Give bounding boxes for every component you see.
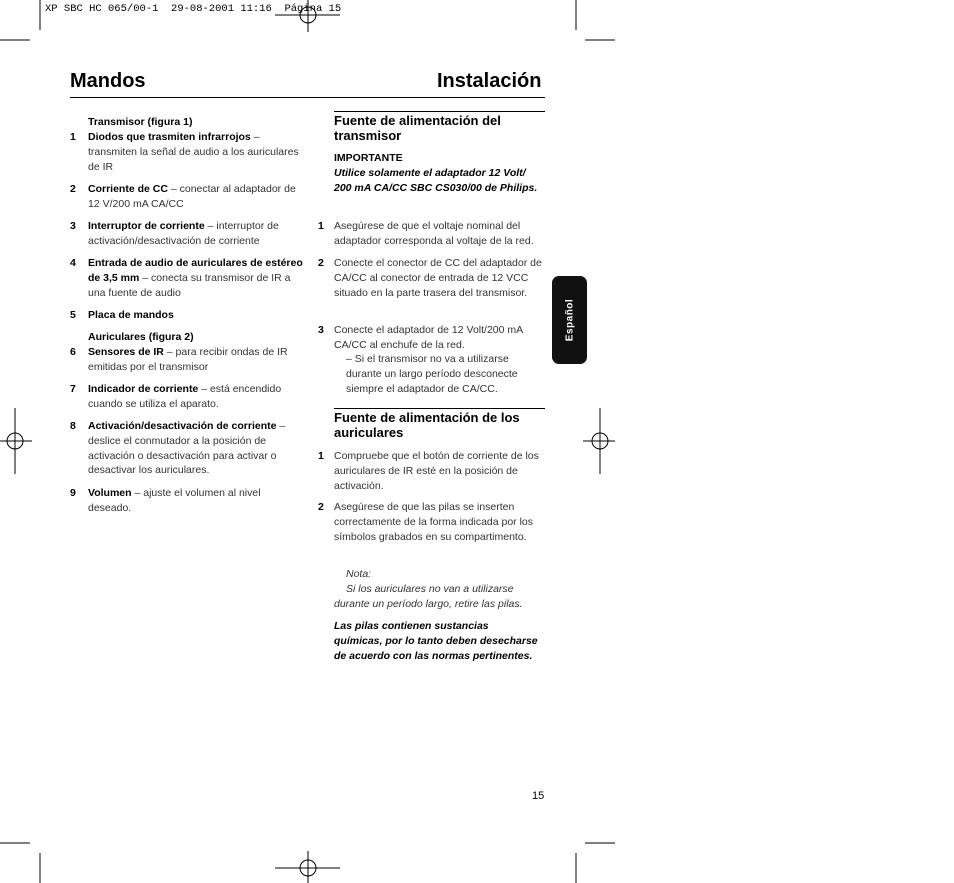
list-item [88, 345, 306, 375]
section-heading: Auriculares (figura 2) [88, 331, 194, 343]
heading-transmitter-power: Fuente de alimentación del transmisor [334, 113, 501, 143]
item-description: Asegúrese de que las pilas se inserten correctamente de la forma indicada por los símbolos grabados en su compartimento. [334, 501, 534, 543]
item-term: Diodos que trasmiten infrarrojos [88, 131, 251, 143]
list-item [88, 256, 306, 300]
item-description: – interruptor de activación/desactivación de corriente [88, 220, 279, 247]
list-item [88, 382, 306, 412]
item-term: Volumen [88, 487, 132, 499]
item-description: Compruebe que el botón de corriente de los auriculares de IR esté en la posición de activación. [334, 450, 539, 492]
item-term: Indicador de corriente [88, 383, 199, 395]
title-mandos: Mandos [70, 70, 146, 92]
item-number: 2 [70, 183, 76, 195]
list-item [88, 308, 306, 323]
item-number: 3 [318, 324, 324, 336]
item-number: 1 [70, 131, 76, 143]
item-number: 5 [70, 309, 76, 321]
registration-mark-icon [0, 408, 32, 474]
section-heading: Transmisor (figura 1) [88, 116, 193, 128]
item-description: Asegúrese de que el voltaje nominal del adaptador corresponda al voltaje de la red. [334, 220, 534, 247]
note-text: Si los auriculares no van a utilizarse durante un período largo, retire las pilas. [334, 583, 523, 610]
item-description: – para recibir ondas de IR emitidas por el transmisor [88, 346, 288, 373]
page-number: 15 [532, 790, 545, 802]
registration-mark-icon [275, 851, 340, 883]
item-number: 3 [70, 220, 76, 232]
item-term: Entrada de audio de auriculares de estéreo de 3,5 mm [88, 257, 303, 284]
item-term: Placa de mandos [88, 309, 174, 321]
title-instalacion: Instalación [437, 70, 542, 92]
item-description: – conecta su transmisor de IR a una fuente de audio [88, 271, 291, 299]
item-description: – está encendido cuando se utiliza el aparato. [88, 383, 282, 410]
list-item [334, 449, 546, 493]
item-description: – conectar al adaptador de 12 V/200 mA CA/CC [88, 183, 296, 210]
list-item [88, 486, 306, 516]
heading-headphone-power: Fuente de alimentación de los auriculares [334, 410, 520, 440]
battery-warning: Las pilas contienen sustancias químicas, por lo tanto deben desecharse de acuerdo con las normas pertinentes. [334, 620, 538, 662]
item-term: Sensores de IR [88, 346, 164, 358]
item-description: – deslice el conmutador a la posición de activación o desactivación para activar o desactivar los auriculares. [88, 420, 286, 477]
important-label: IMPORTANTE [334, 152, 403, 164]
note-label: Nota: [346, 568, 372, 580]
item-number: 8 [70, 420, 76, 432]
item-number: 6 [70, 346, 76, 358]
language-tab: Español [552, 276, 587, 364]
item-description: Conecte el adaptador de 12 Volt/200 mA CA/CC al enchufe de la red. [334, 324, 523, 351]
item-term: Interruptor de corriente [88, 220, 205, 232]
item-number: 2 [318, 257, 324, 269]
list-item [88, 182, 306, 212]
list-item [88, 219, 306, 249]
list-item [88, 419, 306, 478]
list-item [88, 130, 306, 174]
print-header: XP SBC HC 065/00-1 29-08-2001 11:16 Página 15 [45, 3, 342, 15]
item-description: – transmiten la señal de audio a los auriculares de IR [88, 131, 299, 173]
list-item [334, 219, 546, 249]
section-rule [334, 408, 545, 409]
list-item [334, 500, 546, 544]
item-number: 9 [70, 487, 76, 499]
item-number: 4 [70, 257, 76, 269]
item-description: – ajuste el volumen al nivel deseado. [88, 487, 261, 514]
title-rule [70, 97, 545, 98]
item-number: 1 [318, 220, 324, 232]
item-number: 1 [318, 450, 324, 462]
section-rule [334, 111, 545, 112]
step-note: – Si el transmisor no va a utilizarse durante un largo período desconecte siempre el adaptador de CA/CC. [346, 353, 518, 395]
item-term: Activación/desactivación de corriente [88, 420, 277, 432]
item-term: Corriente de CC [88, 183, 168, 195]
item-description: Conecte el conector de CC del adaptador de CA/CC al conector de entrada de 12 VCC situado en la parte trasera del transmisor. [334, 257, 542, 299]
list-item [334, 323, 546, 353]
important-text: Utilice solamente el adaptador 12 Volt/ 200 mA CA/CC SBC CS030/00 de Philips. [334, 167, 538, 194]
registration-mark-icon [583, 408, 615, 474]
item-number: 7 [70, 383, 76, 395]
list-item [334, 256, 546, 300]
item-number: 2 [318, 501, 324, 513]
